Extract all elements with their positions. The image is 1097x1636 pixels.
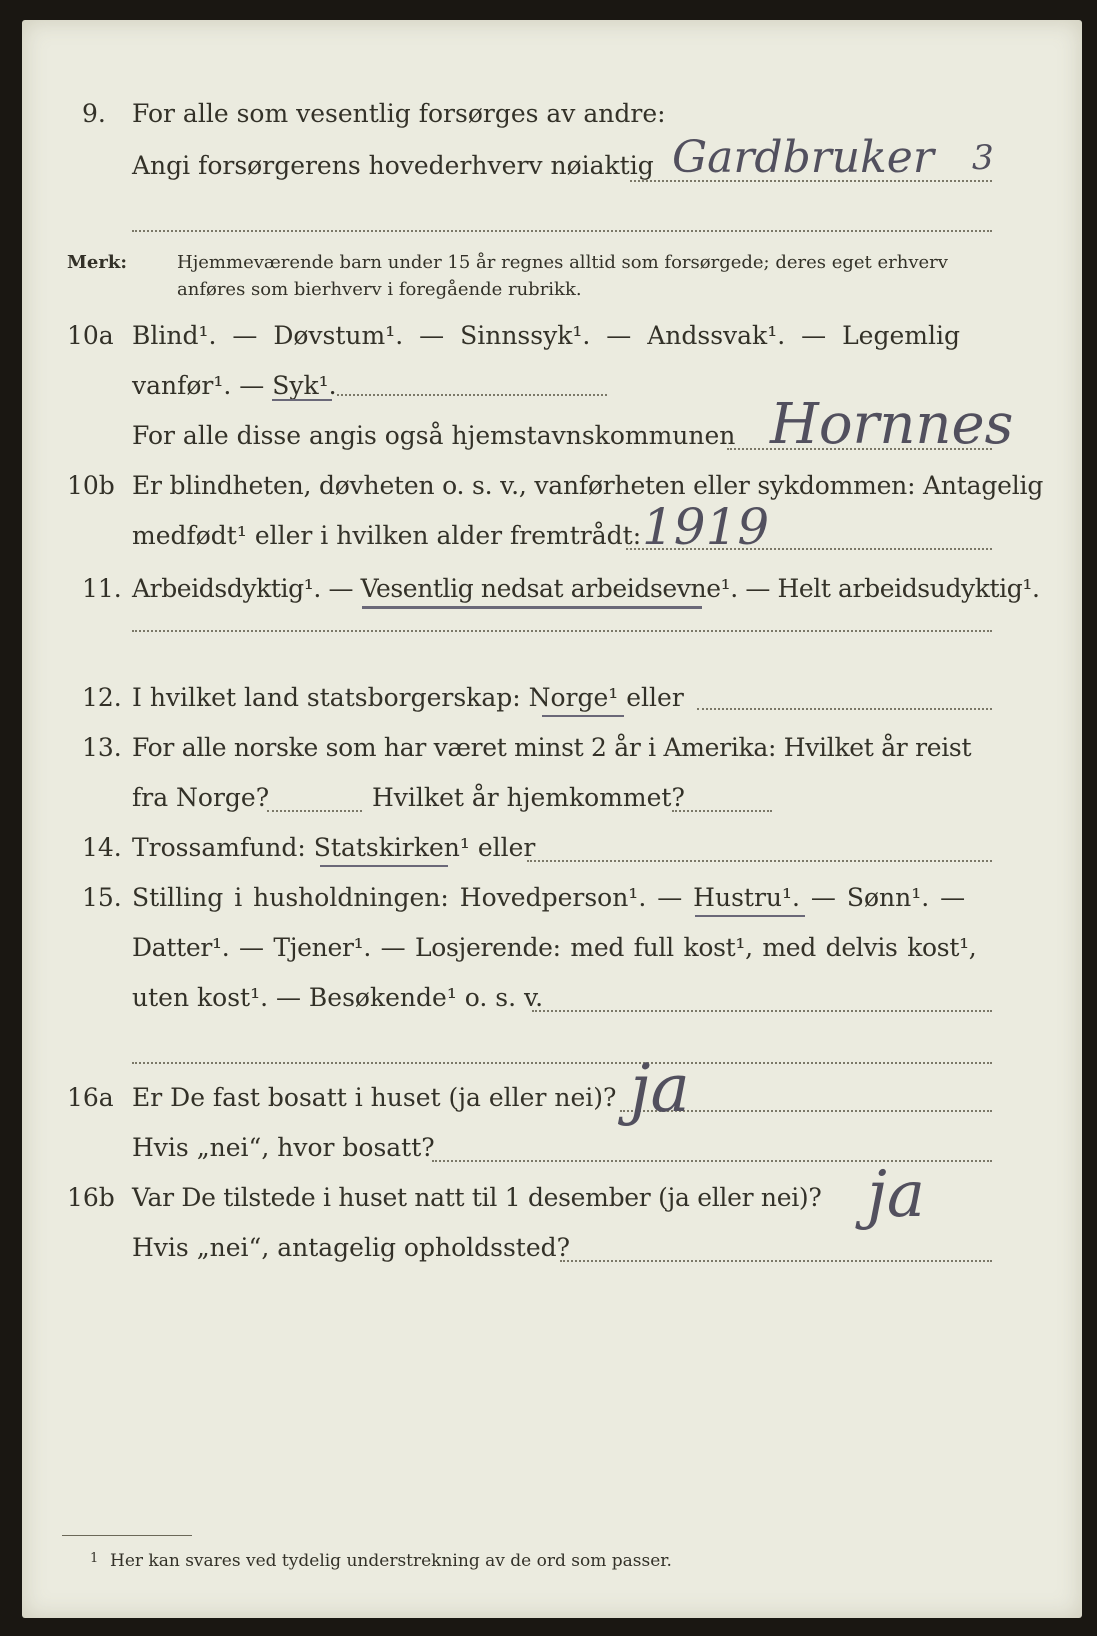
- question-14-answer-line: [527, 860, 992, 862]
- question-16b-answer-line: [560, 1260, 992, 1262]
- syk-underline: [272, 399, 332, 401]
- merk-line-2: anføres som bierhverv i foregående rubrikk.: [177, 279, 582, 300]
- question-10a-handwritten-answer: Hornnes: [770, 392, 1014, 457]
- question-11-line-1: Arbeidsdyktig¹. — Vesentlig nedsat arbeidsevne¹. — Helt arbeidsudyktig¹.: [132, 574, 1040, 603]
- question-16a-line-2: Hvis „nei“, hvor bosatt?: [132, 1133, 435, 1162]
- question-15-answer-line: [532, 1010, 992, 1012]
- nedsat-arbeidsevne-underline: [362, 606, 702, 609]
- census-form-page: [22, 20, 1082, 1618]
- footnote-separator: [62, 1535, 192, 1536]
- question-11-extra-line: [132, 630, 992, 632]
- question-9-extra-line: [132, 230, 992, 232]
- question-10a-line-2-dots: [337, 394, 607, 396]
- hustru-underline: [695, 915, 805, 917]
- question-13-line-2b: Hvilket år hjemkommet?: [372, 783, 685, 812]
- question-10a-line-2: vanfør¹. — Syk¹.: [132, 371, 337, 400]
- question-13-line-1: For alle norske som har været minst 2 år i Amerika: Hvilket år reist: [132, 733, 972, 762]
- question-12-answer-line: [697, 708, 992, 710]
- merk-label: Merk:: [67, 252, 127, 273]
- question-15-line-2: Datter¹. — Tjener¹. — Losjerende: med full kost¹, med delvis kost¹,: [132, 933, 977, 962]
- question-9-handwritten-answer: Gardbruker: [672, 132, 934, 183]
- question-16a-number: 16a: [67, 1083, 114, 1112]
- question-14-number: 14.: [82, 833, 122, 862]
- question-9-number: 9.: [82, 99, 106, 128]
- question-9-handwritten-suffix: 3: [972, 138, 994, 178]
- question-10b-handwritten-answer: 1919: [642, 498, 770, 556]
- question-13-line-2a: fra Norge?: [132, 783, 270, 812]
- question-10a-line-1: Blind¹. — Døvstum¹. — Sinnssyk¹. — Andssvak¹. — Legemlig: [132, 321, 960, 350]
- question-11-number: 11.: [82, 574, 122, 603]
- question-13-number: 13.: [82, 733, 122, 762]
- question-10b-line-2: medfødt¹ eller i hvilken alder fremtrådt:: [132, 521, 642, 550]
- question-10a-line-3: For alle disse angis også hjemstavnskommunen: [132, 421, 736, 450]
- question-16a-handwritten-answer: ja: [630, 1050, 690, 1127]
- question-15-line-3: uten kost¹. — Besøkende¹ o. s. v.: [132, 983, 544, 1012]
- question-14-line-1: Trossamfund: Statskirken¹ eller: [132, 833, 536, 862]
- question-15-number: 15.: [82, 883, 122, 912]
- question-10b-number: 10b: [67, 471, 115, 500]
- question-12-number: 12.: [82, 683, 122, 712]
- question-15-extra-line: [132, 1062, 992, 1064]
- question-16a-line-1: Er De fast bosatt i huset (ja eller nei)?: [132, 1083, 617, 1112]
- question-16b-line-1: Var De tilstede i huset natt til 1 desember (ja eller nei)?: [132, 1183, 822, 1212]
- question-9-line-1: For alle som vesentlig forsørges av andre:: [132, 99, 666, 128]
- question-16b-handwritten-answer: ja: [867, 1158, 925, 1232]
- question-16b-number: 16b: [67, 1183, 115, 1212]
- question-13-hjemkommet-line: [672, 810, 772, 812]
- question-15-line-1: Stilling i husholdningen: Hovedperson¹. — Hustru¹. — Sønn¹. —: [132, 883, 966, 912]
- question-16b-line-2: Hvis „nei“, antagelig opholdssted?: [132, 1233, 571, 1262]
- question-12-line-1: I hvilket land statsborgerskap: Norge¹ eller: [132, 683, 684, 712]
- footnote-mark: 1: [90, 1551, 99, 1566]
- footnote-text: Her kan svares ved tydelig understrekning av de ord som passer.: [110, 1551, 672, 1571]
- question-9-line-2: Angi forsørgerens hovederhverv nøiaktig: [132, 151, 654, 180]
- merk-line-1: Hjemmeværende barn under 15 år regnes alltid som forsørgede; deres eget erhverv: [177, 252, 948, 273]
- norge-underline: [542, 715, 624, 717]
- statskirken-underline: [320, 865, 448, 867]
- question-10a-number: 10a: [67, 321, 114, 350]
- question-10b-line-1: Er blindheten, døvheten o. s. v., vanførheten eller sykdommen: Antagelig: [132, 471, 1044, 500]
- question-13-reist-line: [267, 810, 362, 812]
